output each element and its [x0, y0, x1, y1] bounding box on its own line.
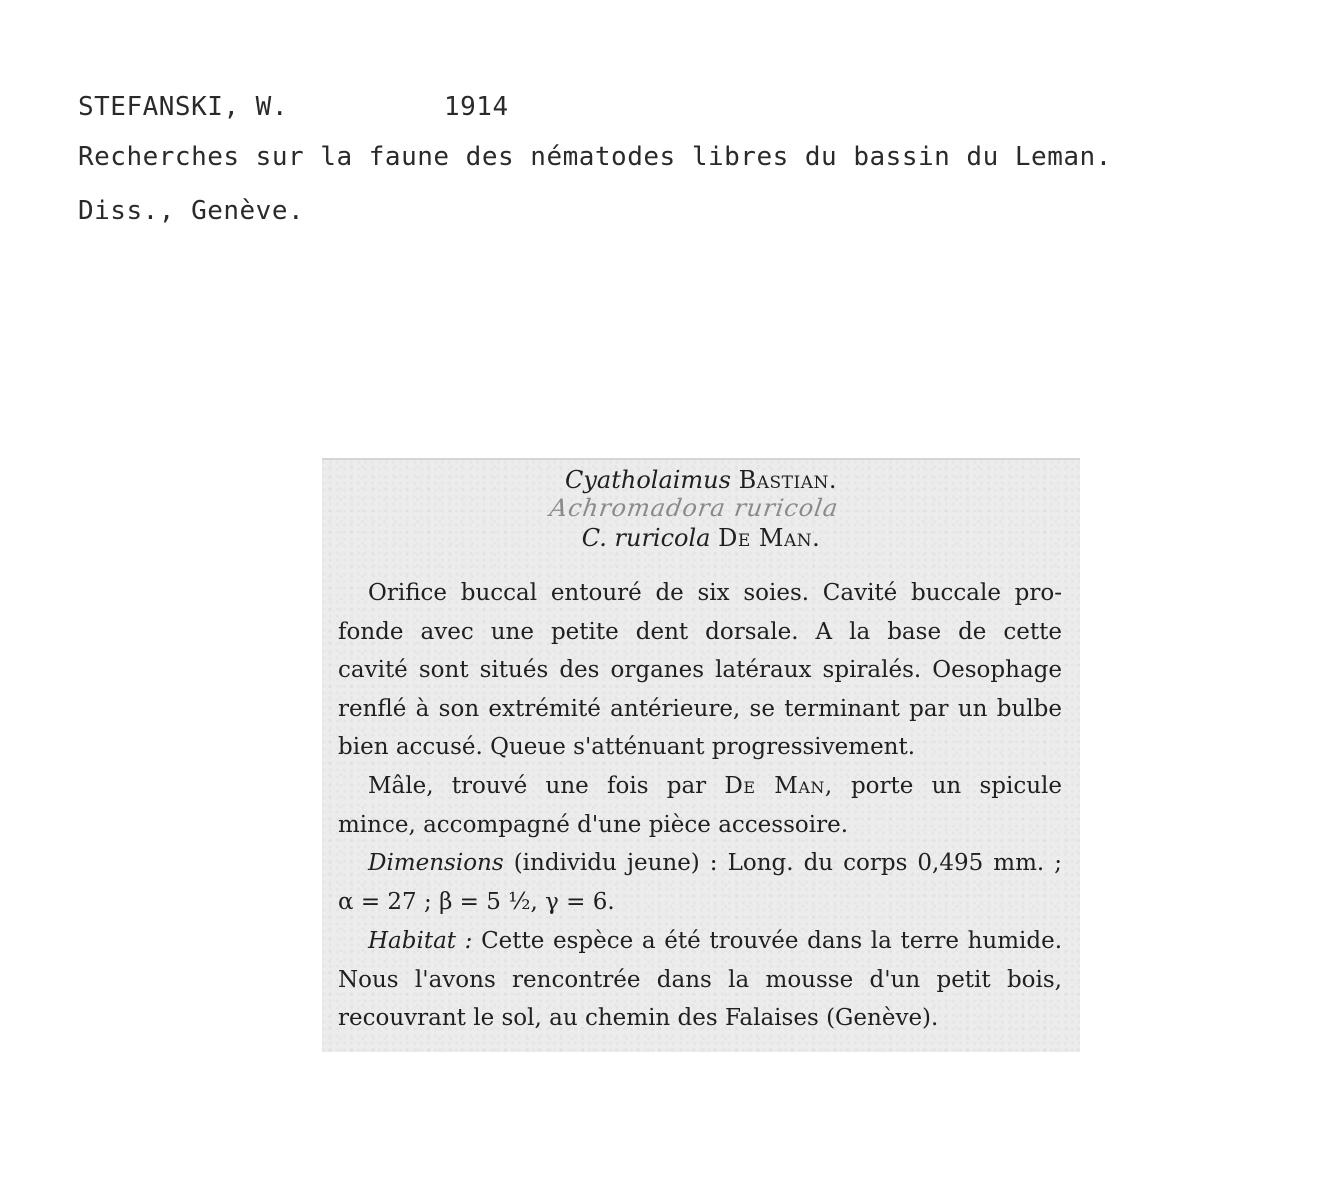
text-line: mince, accompagné d'une pièce accessoire.: [338, 811, 849, 838]
author: STEFANSKI, W.: [78, 92, 288, 122]
habitat-label: Habitat :: [368, 928, 473, 954]
description-paragraph: [338, 574, 1062, 767]
text-line: cavité sont situés des organes latéraux spiralés. Oesophage: [338, 657, 1062, 684]
text-fragment: Cette espèce a été trouvée dans la terre humide.: [481, 928, 1063, 954]
text-line: renflé à son extrémité antérieure, se terminant par un bulbe: [338, 695, 1062, 722]
citation-line: [78, 92, 509, 122]
text-fragment: (individu jeune) : Long. du corps 0,495 mm. ;: [513, 850, 1062, 876]
text-line: Orifice buccal entouré de six soies. Cavité buccale pro-: [368, 580, 1062, 606]
publication-title: Recherches sur la faune des nématodes libres du bassin du Leman.: [78, 142, 1112, 172]
text-fragment: porte un spicule: [850, 773, 1063, 799]
text-fragment: Mâle, trouvé une fois par: [368, 773, 707, 799]
species-author: De Man.: [718, 524, 821, 552]
genus-name: Cyatholaimus: [564, 466, 731, 494]
author-ref: De Man,: [724, 773, 833, 799]
species-name: C. ruricola: [581, 524, 711, 552]
publication-source: Diss., Genève.: [78, 196, 305, 226]
text-line: [338, 922, 1062, 961]
year: 1914: [444, 92, 509, 122]
text-line: [338, 767, 1062, 806]
genus-author: Bastian.: [738, 466, 838, 494]
pasted-clipping: [322, 458, 1080, 1052]
genus-heading: [322, 466, 1080, 494]
text-line: recouvrant le sol, au chemin des Falaises (Genève).: [338, 1005, 939, 1032]
text-line: α = 27 ; β = 5 ½, γ = 6.: [338, 888, 615, 915]
male-paragraph: [338, 767, 1062, 844]
handwritten-annotation: Achromadora ruricola: [548, 494, 841, 522]
text-line: Nous l'avons rencontrée dans la mousse d'un petit bois,: [338, 966, 1062, 993]
text-line: bien accusé. Queue s'atténuant progressivement.: [338, 734, 916, 761]
dimensions-label: Dimensions: [368, 850, 504, 876]
dimensions-paragraph: [338, 844, 1062, 921]
text-line: [338, 844, 1062, 883]
text-line: fonde avec une petite dent dorsale. A la base de cette: [338, 618, 1062, 645]
habitat-paragraph: [338, 922, 1062, 1038]
species-heading: [322, 524, 1080, 552]
